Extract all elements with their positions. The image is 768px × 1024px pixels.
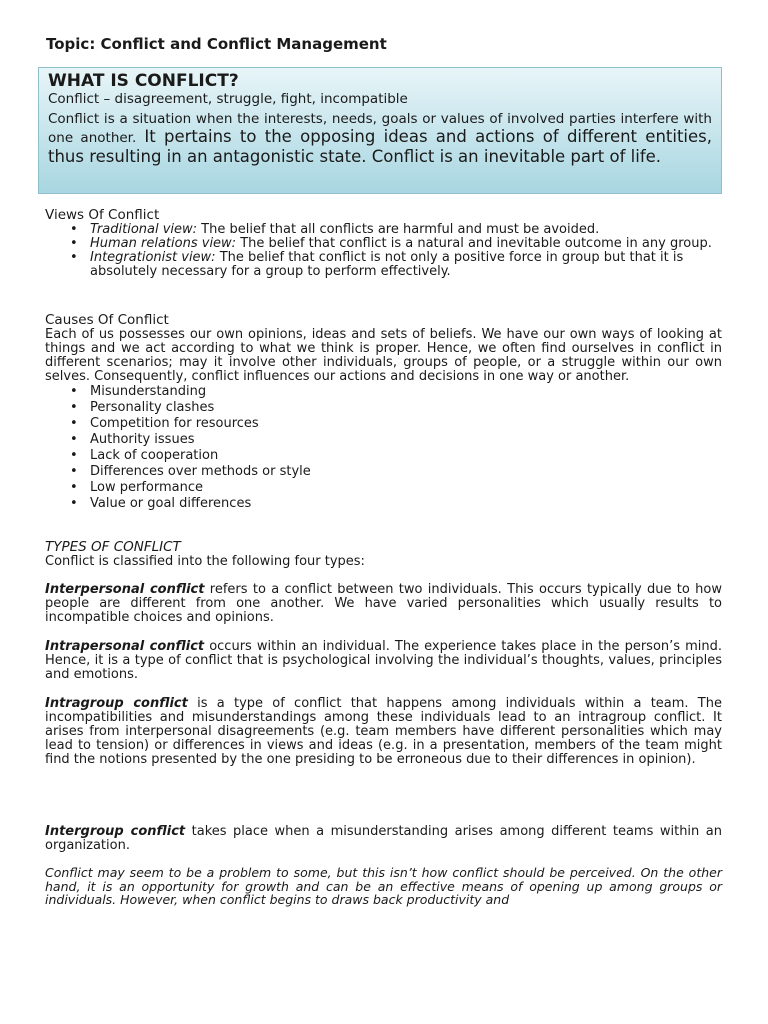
definition-synonyms: Conflict – disagreement, struggle, fight, incompatible	[48, 91, 408, 107]
intragroup-text: is a type of conflict that happens among individuals within a team. The incompatibilities and misunderstandings among these individuals lead to an intragroup conflict. It arises from interpersonal disagreements (e.g. team members have different personalities which may lead to tension) or differences in views and ideas (e.g. in a presentation, members of the team might find the notions presented by the one presiding to be erroneous due to their differences in opinion).	[45, 696, 722, 767]
definition-text	[48, 108, 712, 166]
types-heading: TYPES OF CONFLICT	[45, 539, 181, 555]
view-text: The belief that all conflicts are harmful and must be avoided.	[197, 222, 600, 237]
intragroup-paragraph	[45, 697, 722, 767]
intergroup-text: takes place when a misunderstanding arises among different teams within an organization.	[45, 824, 722, 853]
intergroup-paragraph	[45, 825, 722, 853]
definition-emphasis: It pertains to the opposing ideas and actions of different entities, thus resulting in an antagonistic state. Conflict is an inevitable part of life.	[48, 127, 713, 166]
definition-box	[38, 67, 722, 194]
intragroup-term: Intragroup conflict	[45, 696, 188, 711]
list-item: • Misunderstanding	[45, 384, 722, 400]
intergroup-term: Intergroup conflict	[45, 824, 186, 839]
interpersonal-text: refers to a conflict between two individuals. This occurs typically due to how people are different from one another. We have varied personalities which usually results to incompatible choices and opinions.	[45, 582, 722, 625]
page-title: Topic: Conflict and Conflict Management	[46, 35, 387, 53]
view-term: Integrationist view:	[90, 250, 216, 265]
closing-paragraph	[45, 866, 722, 907]
causes-heading: Causes Of Conflict	[45, 312, 169, 328]
view-text: The belief that conflict is not only a positive force in group but that it is absolutely necessary for a group to perform effectively.	[90, 250, 684, 279]
view-text: The belief that conflict is a natural and inevitable outcome in any group.	[236, 236, 712, 251]
intrapersonal-text: occurs within an individual. The experience takes place in the person’s mind. Hence, it is a type of conflict that is psychological involving the individual’s thoughts, values, principles and emotions.	[45, 639, 722, 682]
list-item: • Low performance	[45, 480, 722, 496]
interpersonal-paragraph	[45, 583, 722, 625]
intrapersonal-term: Intrapersonal conflict	[45, 639, 205, 654]
closing-text: Conflict may seem to be a problem to some, but this isn’t how conflict should be perceived. On the other hand, it is an opportunity for growth and can be an effective means of opening up among groups or individuals. However, when conflict begins to draws back productivity and	[45, 865, 722, 907]
causes-list	[45, 384, 722, 512]
views-list	[45, 223, 722, 279]
view-term: Human relations view:	[90, 236, 237, 251]
views-section	[45, 208, 722, 279]
types-section	[45, 540, 722, 569]
interpersonal-term: Interpersonal conflict	[45, 582, 205, 597]
list-item: • Value or goal differences	[45, 496, 722, 512]
list-item	[45, 237, 722, 251]
list-item: • Authority issues	[45, 432, 722, 448]
list-item: • Lack of cooperation	[45, 448, 722, 464]
intrapersonal-paragraph	[45, 640, 722, 682]
list-item: • Differences over methods or style	[45, 464, 722, 480]
list-item	[45, 223, 722, 237]
view-term: Traditional view:	[90, 222, 198, 237]
types-intro: Conflict is classified into the following four types:	[45, 554, 365, 569]
causes-section	[45, 313, 722, 512]
list-item: • Personality clashes	[45, 400, 722, 416]
list-item	[45, 251, 722, 279]
views-heading: Views Of Conflict	[45, 207, 160, 223]
definition-line: Conflict is a situation when the interests, needs, goals or values of involved parties interfere with one another.	[48, 110, 712, 146]
definition-title: WHAT IS CONFLICT?	[48, 71, 239, 91]
causes-intro: Each of us possesses our own opinions, ideas and sets of beliefs. We have our own ways of looking at things and we act according to what we think is proper. Hence, we often find ourselves in conflict in different scenarios; may it involve other individuals, groups of people, or a struggle within our own selves. Consequently, conflict influences our actions and decisions in one way or another.	[45, 327, 722, 384]
list-item: • Competition for resources	[45, 416, 722, 432]
